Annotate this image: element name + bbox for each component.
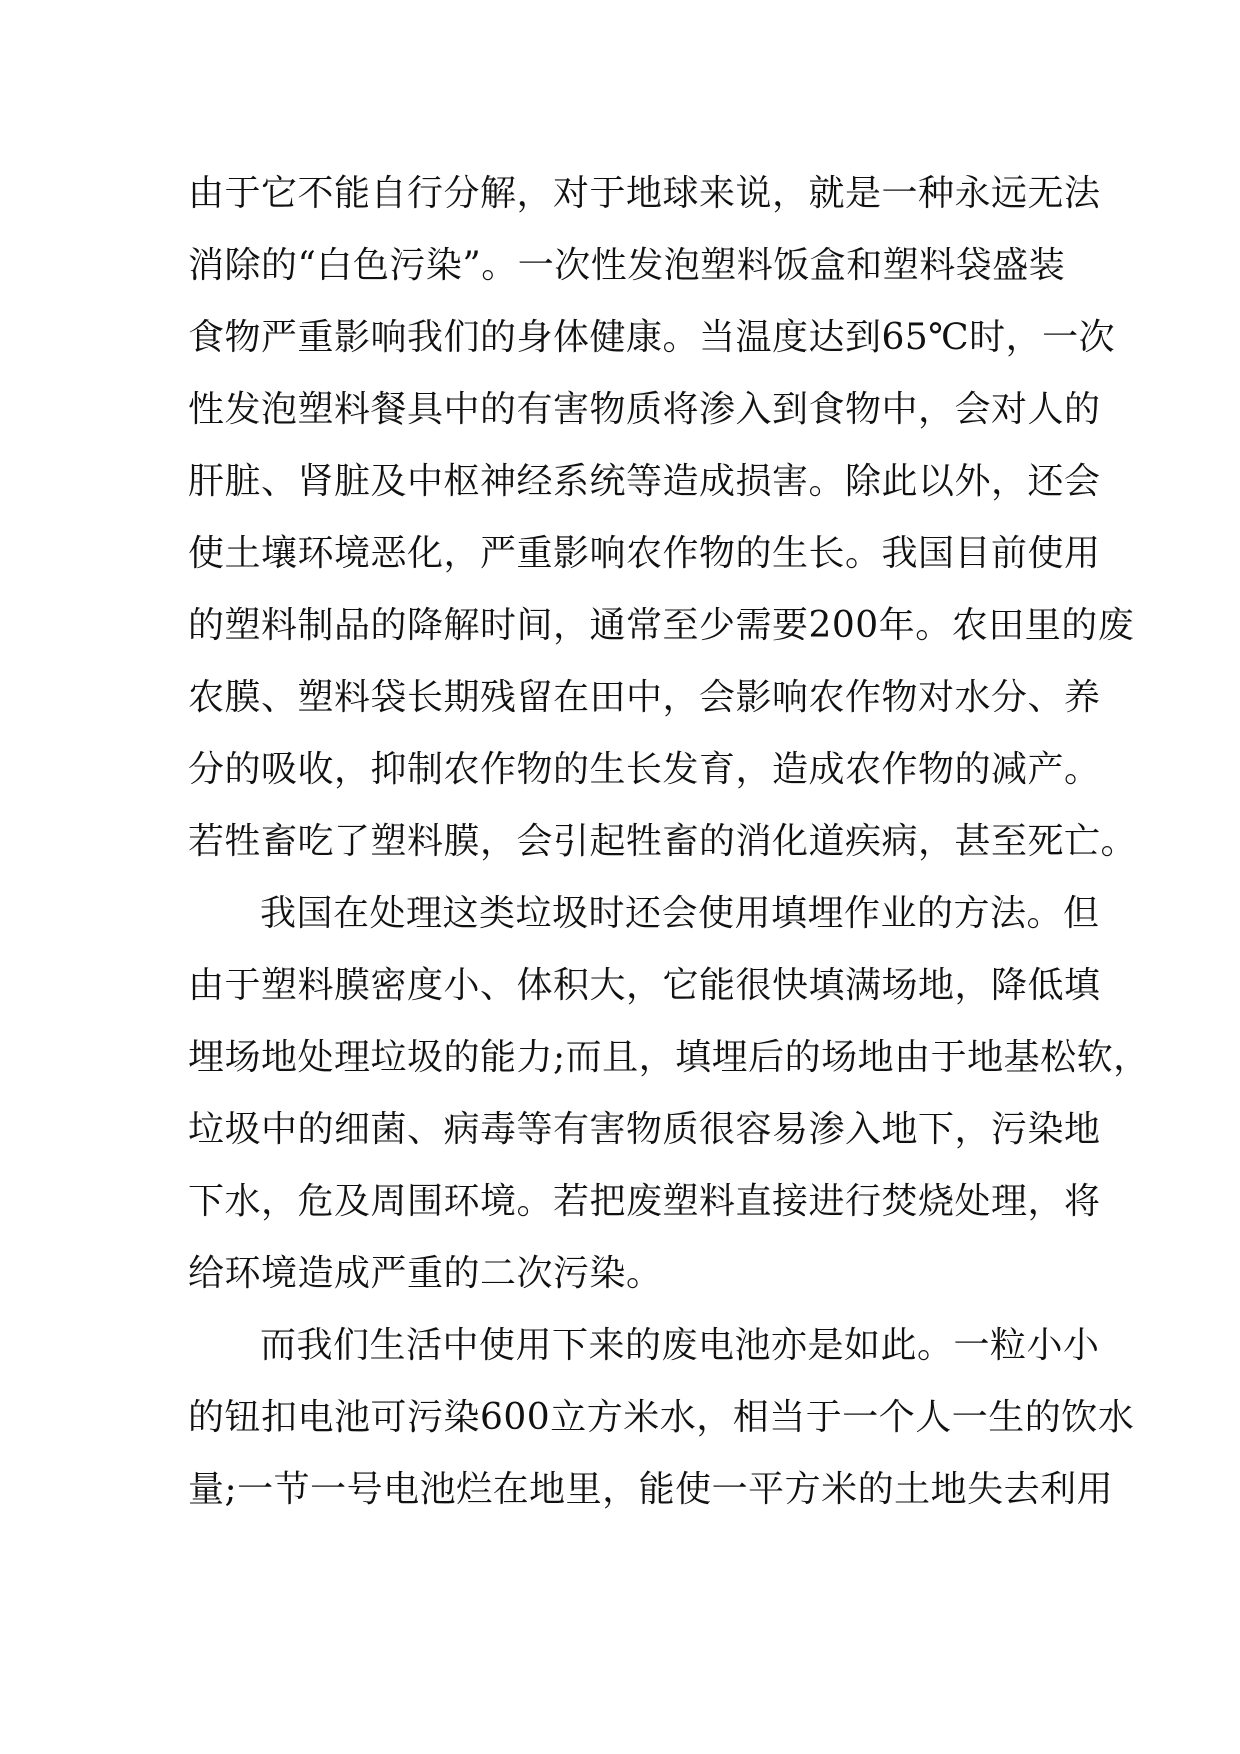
text-line: 农膜、塑料袋长期残留在田中，会影响农作物对水分、养	[188, 677, 1101, 718]
text-line: 的塑料制品的降解时间，通常至少需要200年。农田里的废	[188, 605, 1135, 646]
text-line: 由于它不能自行分解，对于地球来说，就是一种永远无法	[188, 173, 1101, 214]
text-line: 食物严重影响我们的身体健康。当温度达到65℃时，一次	[188, 317, 1116, 358]
text-line: 消除的“白色污染”。一次性发泡塑料饭盒和塑料袋盛装	[188, 245, 1066, 286]
text-line: 量;一节一号电池烂在地里，能使一平方米的土地失去利用	[188, 1469, 1114, 1510]
text-line: 使土壤环境恶化，严重影响农作物的生长。我国目前使用	[188, 533, 1101, 574]
text-line: 的钮扣电池可污染600立方米水，相当于一个人一生的饮水	[188, 1397, 1135, 1438]
paragraph-start-line: 我国在处理这类垃圾时还会使用填埋作业的方法。但	[260, 893, 1100, 934]
text-line: 若牲畜吃了塑料膜，会引起牲畜的消化道疾病，甚至死亡。	[188, 821, 1138, 862]
text-line: 垃圾中的细菌、病毒等有害物质很容易渗入地下，污染地	[188, 1109, 1101, 1150]
text-line: 性发泡塑料餐具中的有害物质将渗入到食物中，会对人的	[188, 389, 1101, 430]
text-line: 肝脏、肾脏及中枢神经系统等造成损害。除此以外，还会	[188, 461, 1101, 502]
text-line: 下水，危及周围环境。若把废塑料直接进行焚烧处理，将	[188, 1181, 1101, 1222]
paragraph-start-line: 而我们生活中使用下来的废电池亦是如此。一粒小小	[260, 1325, 1100, 1366]
text-line: 埋场地处理垃圾的能力;而且，填埋后的场地由于地基松软，	[188, 1037, 1150, 1078]
text-line: 分的吸收，抑制农作物的生长发育，造成农作物的减产。	[188, 749, 1101, 790]
text-line: 给环境造成严重的二次污染。	[188, 1253, 663, 1294]
text-line: 由于塑料膜密度小、体积大，它能很快填满场地，降低填	[188, 965, 1101, 1006]
